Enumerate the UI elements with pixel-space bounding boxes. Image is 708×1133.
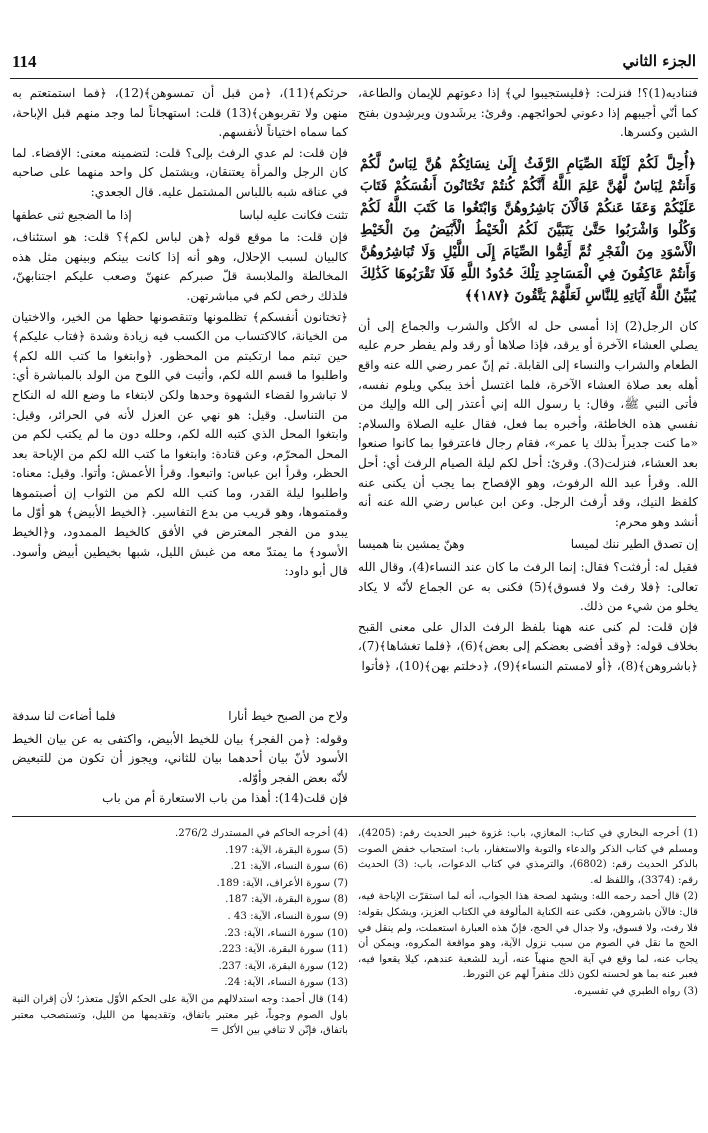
hemistich-second: إذا ما الضجيع ثنى عطفها bbox=[12, 207, 132, 222]
paragraph: فإن قلت(14): أهذا من باب الاستعارة أم من باب bbox=[102, 791, 348, 806]
footnotes-right bbox=[358, 826, 698, 1116]
running-header bbox=[12, 52, 696, 76]
footnote: (6) سورة النساء، الآية: 21. bbox=[230, 861, 348, 873]
footnote: (14) قال أحمد: وجه استدلالهم من الآية على الحكم الأوّل متعذر؛ لأن إقران النية باول الصوم وجوباً، غير معتبر باتفاق، وتقديمها من الليل، وتستصحب معتبر باتفاق، فإنّن لا تنافي بين الأكل = bbox=[12, 993, 348, 1037]
header-rule bbox=[10, 78, 698, 79]
paragraph: فإن قلت: لم عدي الرفث بإلى؟ قلت: لتضمينه معنى: الإفضاء. لما كان الرجل والمرأة يعتنقان، ويشتمل كل واحد منهما على صاحبه في عناقه شبه باللباس المشتمل عليه. قال الجعدي: bbox=[12, 145, 348, 199]
page-number: 114 bbox=[12, 52, 37, 71]
footnote: (13) سورة النساء، الآية: 24. bbox=[224, 977, 348, 989]
left-text-column bbox=[12, 84, 348, 704]
footnote-separator bbox=[12, 816, 696, 817]
hemistich-first: ولاح من الصبح خيط أنارا bbox=[228, 709, 348, 723]
paragraph: فإن قلت: لم كنى عنه ههنا بلفظ الرفث الدال على معنى القبح بخلاف قوله: ﴿وقد أفضى بعضكم إلى بعض﴾(6)، ﴿فلما تغشاها﴾(7)، ﴿باشروهن﴾(8)، ﴿أو لامستم النساء﴾(9)، ﴿دخلتم بهن﴾(10)، ﴿فأتوا bbox=[358, 619, 698, 673]
part-title: الجزء الثاني bbox=[622, 52, 696, 70]
footnote: (3) رواه الطبري في تفسيره. bbox=[573, 985, 698, 997]
footnote: (12) سورة البقرة، الآية: 237. bbox=[218, 960, 348, 972]
poem-verse bbox=[12, 707, 348, 727]
poem-verse bbox=[358, 535, 698, 555]
paragraph: كان الرجل(2) إذا أمسى حل له الأكل والشرب والجماع إلى أن يصلي العشاء الآخرة أو يرقد، فإذا صلاها أو رقد ولم يفطر حرم عليه الطعام والشراب والنساء إلى القابلة. ثم إنّ عمر رضي الله عنه واقع أهله بعد صلاة العشاء الآخرة، فلما اغتسل أخذ يبكي ويلوم نفسه، فأتى النبي ﷺ، وقال: يا رسول الله إني أعتذر إلى الله وإليك من نفسي هذه الخاطئة، وأخبره بما فعل، فقال عليه الصلاة والسلام: «ما كنت جديراً بذلك يا عمر»، فقام رجال فاعترفوا بما كانوا صنعوا بعد العشاء، فنزلت(3). وقرئ: أحل لكم ليلة الصيام الرفث أي: أحل الله. وقرأ عبد الله الرفوث، وهو الإفصاح بما يجب أن يكنى عنه كلفظ النيك، وقد أرفث الرجل. وعن ابن عباس رضي الله عنه أنه أنشد وهو محرم: bbox=[358, 318, 698, 529]
paragraph: فنناديه(1)؟! فنزلت: ﴿فليستجيبوا لي﴾ إذا دعوتهم للإيمان والطاعة، كما أنّي أجيبهم إذا دعوني لحوائجهم. وقرئ: يرشَدون ويرشِدون بفتح الشين وكسرها. bbox=[358, 86, 698, 140]
paragraph: فإن قلت: ما موقع قوله ﴿هن لباس لكم﴾؟ قلت: هو استئناف، كالبيان لسبب الإحلال، وهو أنه إذا كانت بينكم وبينهن مثل هذه المخالطة والملابسة قلّ صبركم عنهنّ وصعب عليكم اجتنابهنّ، فلذلك رخص لكم في مباشرتهن. bbox=[12, 230, 348, 303]
right-text-column bbox=[358, 84, 698, 794]
footnote: (1) أخرجه البخاري في كتاب: المغازي، باب: غزوة خيبر الحديث رقم: (4205)، ومسلم في كتاب الذكر والدعاء والتوبة والاستغفار، باب: استحباب خفض الصوت بالذكر الحديث رقم: (6802)، والترمذي في كتاب الدعوات، باب: (3) الحديث رقم: (3374)، واللفظ له. bbox=[358, 828, 698, 886]
poem-verse bbox=[12, 206, 348, 226]
hemistich-second: فلما أضاءت لنا سدفة bbox=[12, 709, 116, 723]
paragraph: وقوله: ﴿من الفجر﴾ بيان للخيط الأبيض، واكتفى به عن بيان الخيط الأسود لأنّ بيان أحدهما بيان للثاني، ويجوز أن تكون من للتبعيض لأنّه بعض الفجر وأوّله. bbox=[12, 731, 348, 785]
footnote: (5) سورة البقرة، الآية: 197. bbox=[225, 844, 348, 856]
footnote: (8) سورة البقرة، الآية: 187. bbox=[225, 894, 348, 906]
hemistich-first: تثنت فكانت عليه لباسا bbox=[239, 207, 348, 222]
hemistich-first: إن تصدق الطير ننك لميسا bbox=[570, 537, 698, 552]
hemistich-second: وهنّ يمشين بنا هميسا bbox=[358, 537, 465, 552]
paragraph: حرثكم﴾(11)، ﴿من قبل أن تمسوهن﴾(12)، ﴿فما استمتعتم به منهن ولا تقربوهن﴾(13) قلت: استهجاناً لما وجد منهم قبل الإباحة، كما سماه اختياناً لأنفسهم. bbox=[12, 86, 348, 140]
left-text-column-end bbox=[12, 704, 348, 806]
footnotes-left bbox=[12, 826, 348, 1116]
paragraph: ﴿تختانون أنفسكم﴾ تظلمونها وتنقصونها حظها من الخير، والاختيان من الخيانة، كالاكتساب من الكسب فيه زيادة وشدة ﴿فتاب عليكم﴾ حين تبتم مما ارتكبتم من المحظور. ﴿وابتغوا ما كتب الله لكم﴾ واطلبوا ما قسم الله لكم، وأثبت في اللوح من الولد بالمباشرة أي: لا تباشروا لقضاء الشهوة وحدها ولكن لابتغاء ما وضع الله له النكاح من التناسل. وقيل: هو نهي عن العزل لأنه في الحرائر، وقيل: وابتغوا المحل الذي كتبه الله لكم، وحلله دون ما لم يكتب لكم من المحل المحرّم، وعن قتادة: وابتغوا ما كتب الله لكم من الإباحة بعد الحظر، وقرأ ابن عباس: واتبعوا. وقرأ الأعمش: وأتوا. وقيل: معناه: واطلبوا ليلة القدر، وما كتب الله لكم من الثواب إن أصبتموها وقمتموها، وهو قريب من بدع التفاسير. ﴿الخيط الأبيض﴾ هو أوّل ما يبدو من الفجر المعترض في الأفق كالخيط الممدود، و﴿الخيط الأسود﴾ ما يمتدّ معه من غبش الليل، شبها بخيطين أبيض وأسود. قال أبو داود: bbox=[12, 309, 348, 579]
footnote: (4) أخرجه الحاكم في المستدرك 276/2. bbox=[174, 828, 348, 839]
footnote: (9) سورة النساء، الآية: 43 . bbox=[227, 910, 348, 922]
footnote: (2) قال أحمد رحمه الله: ويشهد لصحة هذا الجواب، أنه لما استقرّت الإباحة فيه، قال: فالآن باشروهن، فكنى عنه الكناية المألوفة في الكتاب العزيز، ويشكل بقوله: فلا رفث، ولا فسوق، ولا جدال في الحج، فإنّ هذه العبارة استعملت، ولم ينقل في الحج ما نقل في الصوم من سبب نزول الآية، وهو مواقعة المكروه، ويمكن أن يجاب عنه، لما وقع في آية الحج منهياً عنه، أريد للشعبة عندهم، كيلا يقعوا فيه، فعبر عنه بما هو لحسنه لكون ذلك منفراً لهم عن التورط. bbox=[358, 891, 698, 981]
quran-verse: ﴿أُحِلَّ لَكُمْ لَيْلَةَ الصِّيَامِ الرَّفَثُ إِلَىٰ نِسَائِكُمْ هُنَّ لِبَاسٌ لَّكُمْ وَأَنتُمْ لِبَاسٌ لَّهُنَّ عَلِمَ اللَّهُ أَنَّكُمْ كُنتُمْ تَخْتَانُونَ أَنفُسَكُمْ فَتَابَ عَلَيْكُمْ وَعَفَا عَنكُمْ فَالْآنَ بَاشِرُوهُنَّ وَابْتَغُوا مَا كَتَبَ اللَّهُ لَكُمْ وَكُلُوا وَاشْرَبُوا حَتَّىٰ يَتَبَيَّنَ لَكُمُ الْخَيْطُ الْأَبْيَضُ مِنَ الْخَيْطِ الْأَسْوَدِ مِنَ الْفَجْرِ ثُمَّ أَتِمُّوا الصِّيَامَ إِلَى اللَّيْلِ وَلَا تُبَاشِرُوهُنَّ وَأَنتُمْ عَاكِفُونَ فِي الْمَسَاجِدِ تِلْكَ حُدُودُ اللَّهِ فَلَا تَقْرَبُوهَا كَذَٰلِكَ يُبَيِّنُ اللَّهُ آيَاتِهِ لِلنَّاسِ لَعَلَّهُمْ يَتَّقُونَ ﴿١٨٧﴾﴾ bbox=[360, 155, 696, 304]
footnote: (7) سورة الأعراف، الآية: 189. bbox=[216, 877, 348, 889]
footnote: (11) سورة البقرة، الآية: 223. bbox=[218, 944, 348, 956]
footnote: (10) سورة النساء، الآية: 23. bbox=[224, 927, 348, 939]
paragraph: فقيل له: أرفثت؟ فقال: إنما الرفث ما كان عند النساء(4)، وقال الله تعالى: ﴿فلا رفث ولا فسوق﴾(5) فكنى به عن الجماع لأنّه لا يكاد يخلو من شيء من ذلك. bbox=[358, 559, 698, 614]
